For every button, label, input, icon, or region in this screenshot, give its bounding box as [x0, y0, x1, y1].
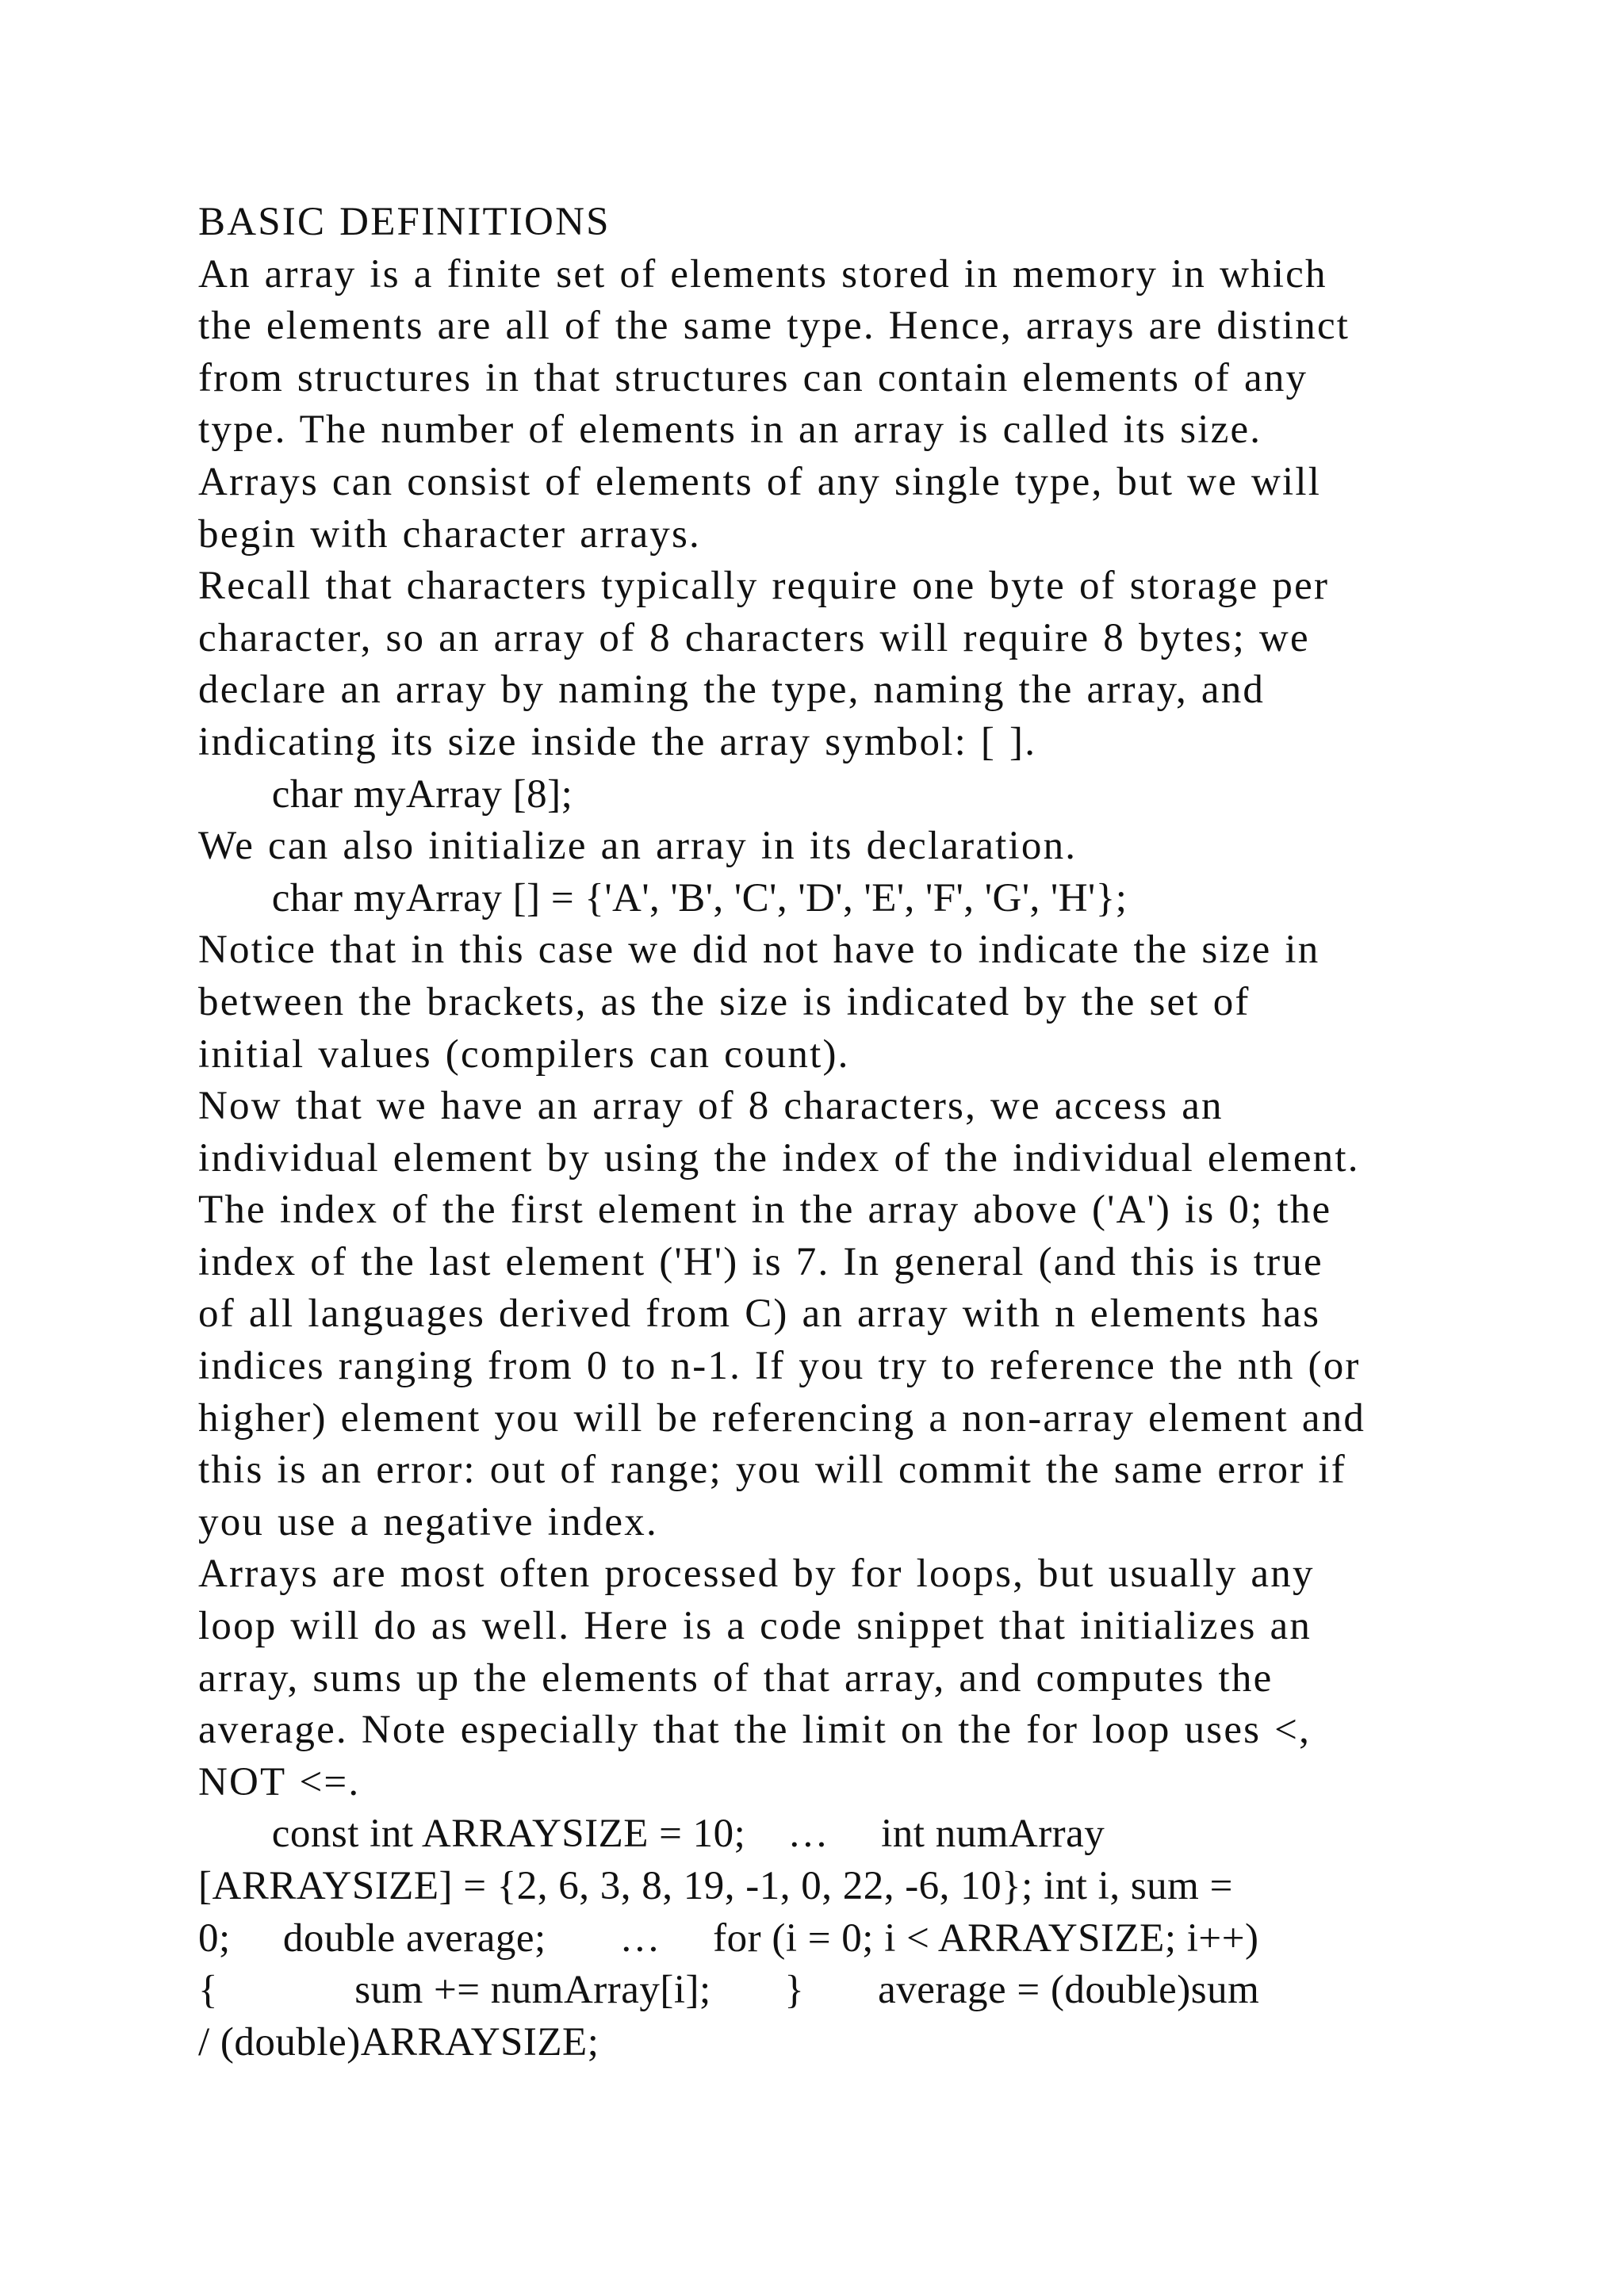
- text-line: average. Note especially that the limit on the for loop uses <,: [198, 1708, 1312, 1753]
- code-line: const int ARRAYSIZE = 10; … int numArray: [198, 1812, 1105, 1857]
- text-line: from structures in that structures can contain elements of any: [198, 355, 1308, 400]
- text-line: An array is a finite set of elements stored in memory in which: [198, 251, 1327, 297]
- code-line: char myArray [] = {'A', 'B', 'C', 'D', 'E', 'F', 'G', 'H'};: [198, 875, 1128, 920]
- text-line: indicating its size inside the array symbol: [ ].: [198, 719, 1037, 764]
- text-line: type. The number of elements in an array is called its size.: [198, 408, 1262, 453]
- text-line: Now that we have an array of 8 characters, we access an: [198, 1084, 1224, 1129]
- text-line: individual element by using the index of the individual element.: [198, 1135, 1360, 1181]
- text-line: Arrays are most often processed by for loops, but usually any: [198, 1552, 1315, 1597]
- text-line: Arrays can consist of elements of any single type, but we will: [198, 459, 1322, 504]
- text-line: loop will do as well. Here is a code snippet that initializes an: [198, 1604, 1312, 1649]
- text-line: character, so an array of 8 characters will require 8 bytes; we: [198, 615, 1310, 660]
- text-line: between the brackets, as the size is indicated by the set of: [198, 979, 1251, 1024]
- text-line: declare an array by naming the type, naming the array, and: [198, 668, 1266, 713]
- text-line: array, sums up the elements of that array, and computes the: [198, 1655, 1274, 1701]
- text-line: the elements are all of the same type. Hence, arrays are distinct: [198, 304, 1350, 349]
- code-line: / (double)ARRAYSIZE;: [198, 2019, 599, 2064]
- text-line: of all languages derived from C) an array with n elements has: [198, 1292, 1321, 1337]
- text-line: Notice that in this case we did not have to indicate the size in: [198, 928, 1320, 973]
- code-line: 0; double average; … for (i = 0; i < ARRAYSIZE; i++): [198, 1915, 1259, 1961]
- document-body: [198, 197, 1507, 2068]
- text-line: higher) element you will be referencing a non-array element and: [198, 1395, 1366, 1441]
- text-line: indices ranging from 0 to n-1. If you try to reference the nth (or: [198, 1344, 1361, 1389]
- text-line: you use a negative index.: [198, 1499, 658, 1544]
- code-line: { sum += numArray[i]; } average = (double)sum: [198, 1968, 1260, 2013]
- text-line: begin with character arrays.: [198, 511, 701, 557]
- code-line: [ARRAYSIZE] = {2, 6, 3, 8, 19, -1, 0, 22, -6, 10}; int i, sum =: [198, 1864, 1233, 1908]
- text-line: initial values (compilers can count).: [198, 1031, 850, 1077]
- code-line: char myArray [8];: [198, 771, 573, 817]
- text-line: We can also initialize an array in its declaration.: [198, 824, 1078, 869]
- text-line: The index of the first element in the array above ('A') is 0; the: [198, 1188, 1332, 1233]
- text-line: Recall that characters typically require one byte of storage per: [198, 564, 1330, 609]
- section-heading: BASIC DEFINITIONS: [198, 200, 611, 244]
- text-line: this is an error: out of range; you will commit the same error if: [198, 1448, 1346, 1493]
- text-line: NOT <=.: [198, 1759, 361, 1804]
- text-line: index of the last element ('H') is 7. In general (and this is true: [198, 1239, 1323, 1284]
